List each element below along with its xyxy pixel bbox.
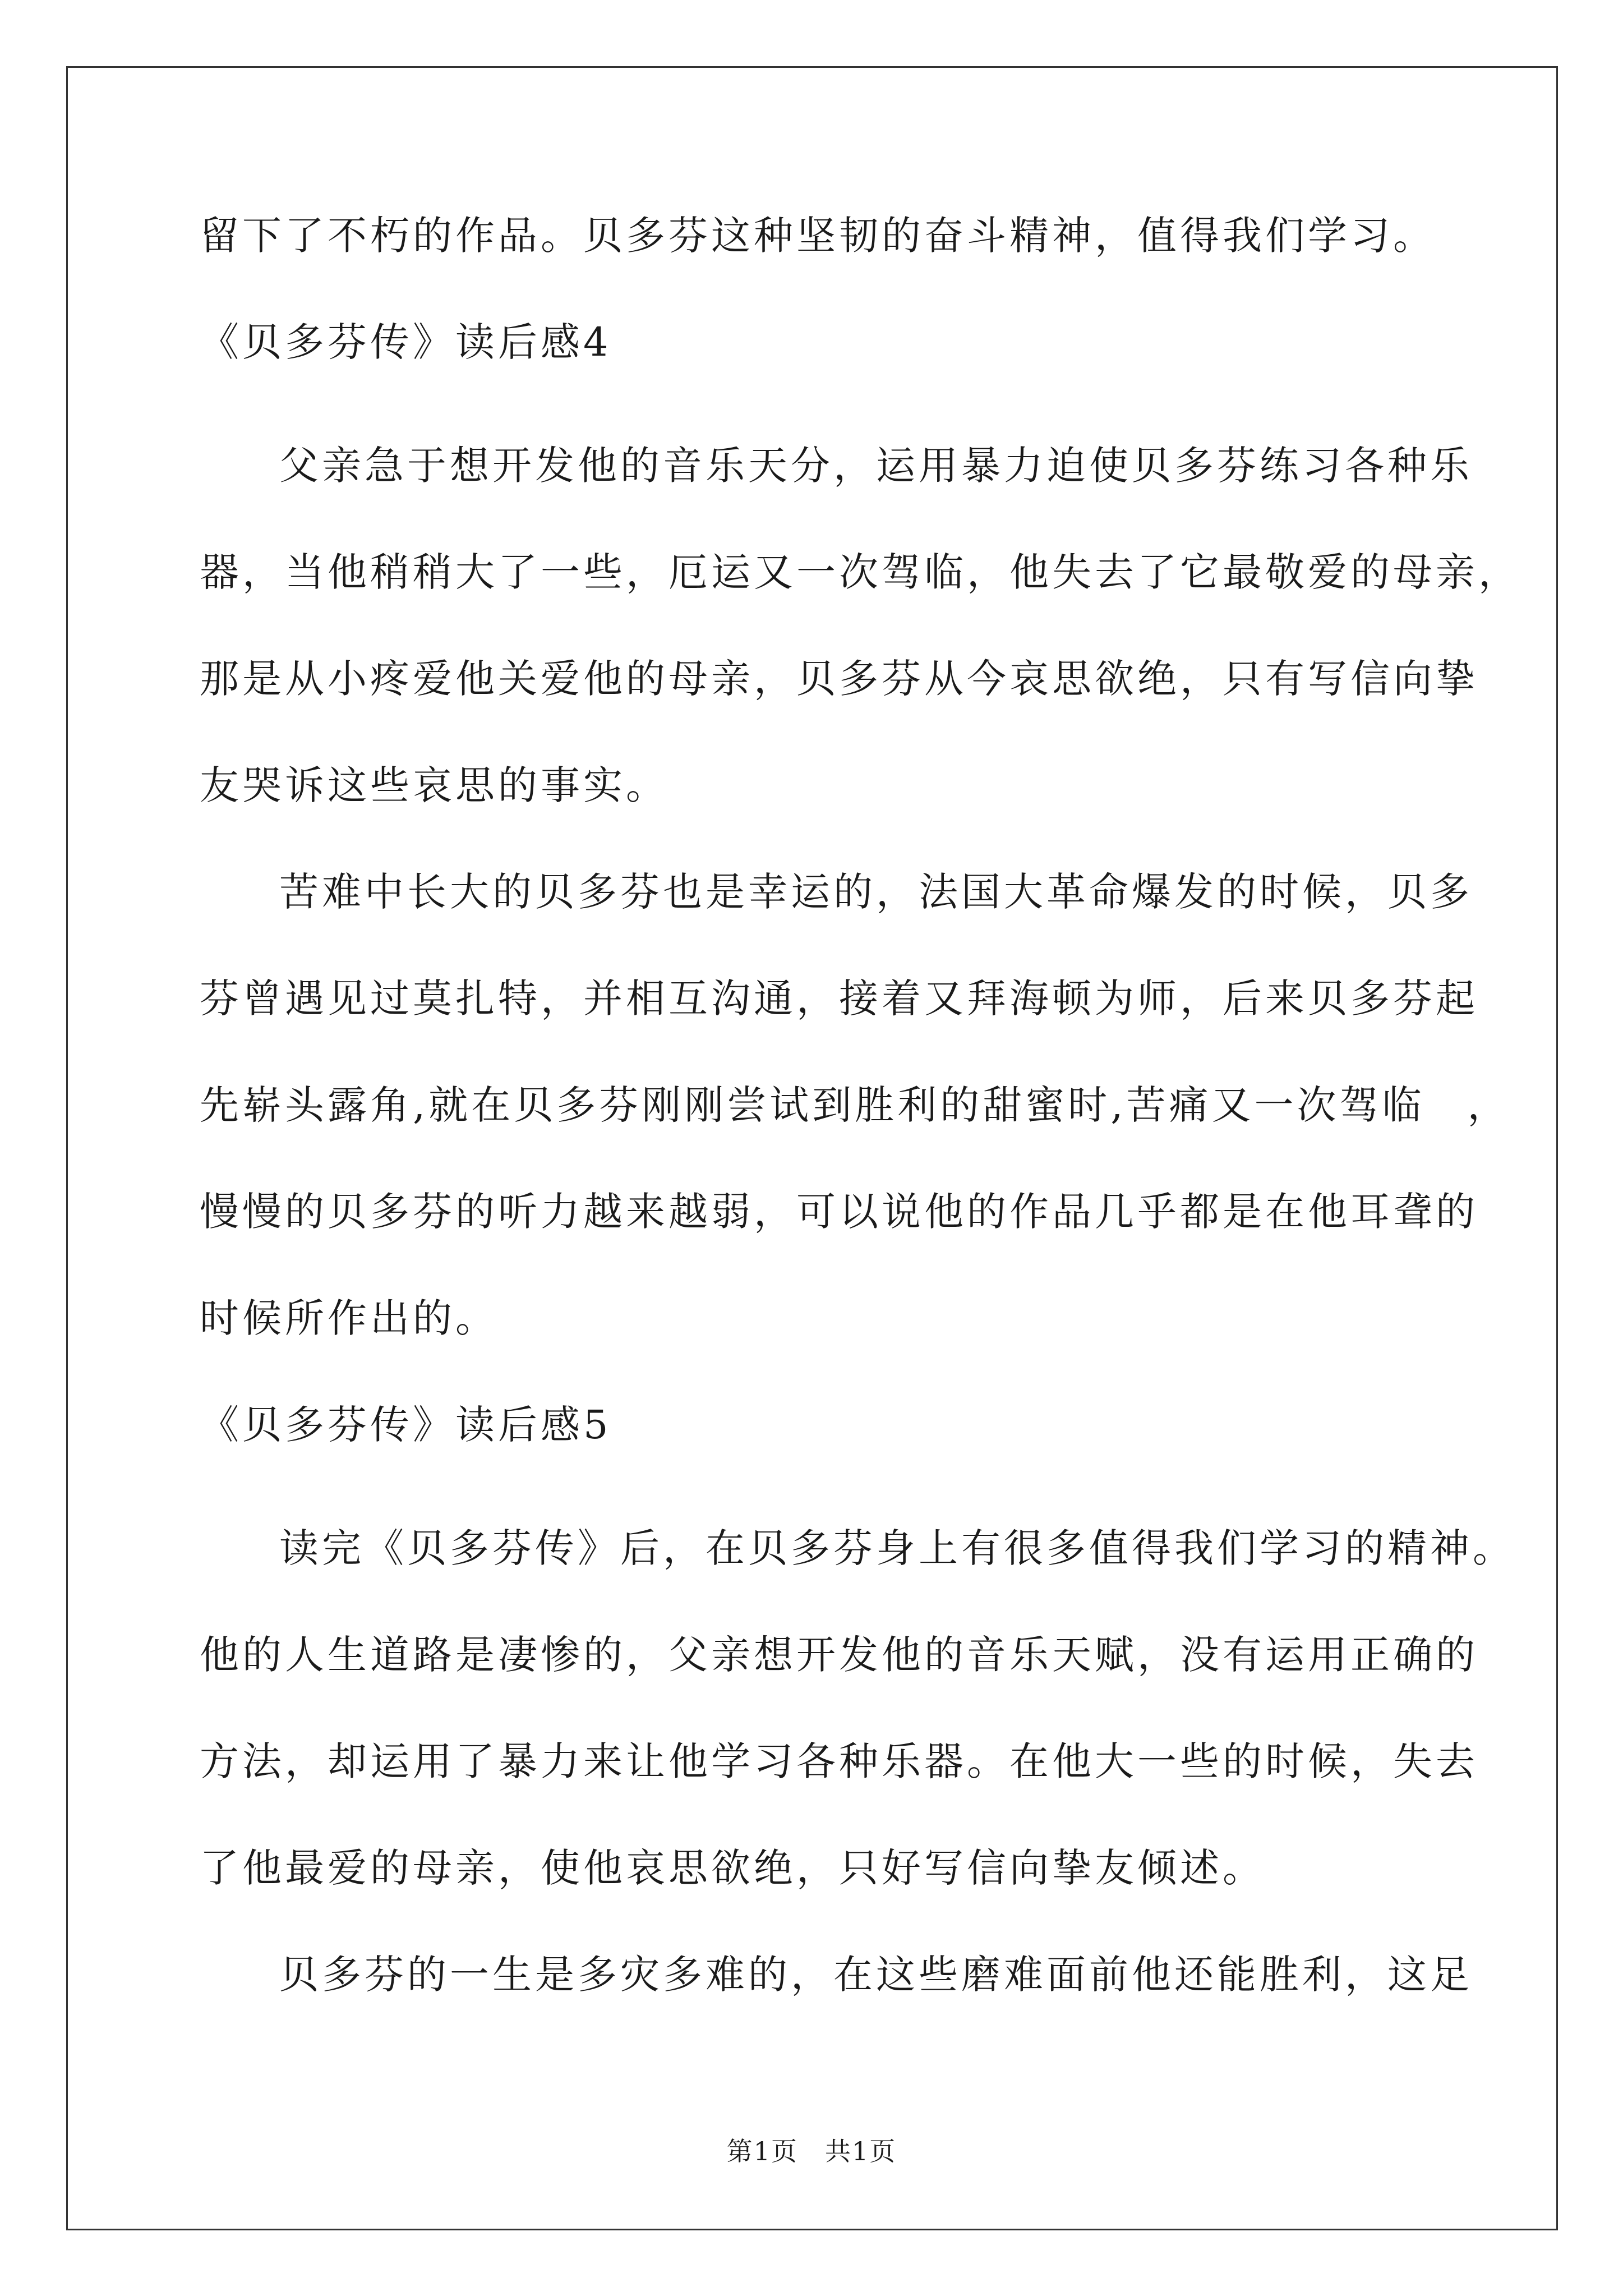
paragraph-line: 他的人生道路是凄惨的，父亲想开发他的音乐天赋，没有运用正确的 [200, 1632, 1478, 1678]
paragraph-line: 先崭头露角,就在贝多芬刚刚尝试到胜利的甜蜜时,苦痛又一次驾临 ， [200, 1082, 1510, 1128]
paragraph-line: 贝多芬的一生是多灾多难的，在这些磨难面前他还能胜利，这足 [279, 1952, 1473, 1998]
paragraph-line: 方法，却运用了暴力来让他学习各种乐器。在他大一些的时候，失去 [200, 1738, 1478, 1784]
section-heading-4: 《贝多芬传》读后感4 [200, 319, 612, 365]
paragraph-line: 那是从小疼爱他关爱他的母亲，贝多芬从今哀思欲绝，只有写信向挚 [200, 656, 1478, 702]
paragraph-line: 友哭诉这些哀思的事实。 [200, 762, 668, 808]
paragraph-line: 慢慢的贝多芬的听力越来越弱，可以说他的作品几乎都是在他耳聋的 [200, 1189, 1478, 1235]
paragraph-line: 器，当他稍稍大了一些，厄运又一次驾临，他失去了它最敬爱的母亲， [200, 549, 1521, 595]
page-total: 共1页 [825, 2136, 897, 2166]
paragraph-line: 父亲急于想开发他的音乐天分，运用暴力迫使贝多芬练习各种乐 [279, 443, 1473, 489]
paragraph-line: 时候所作出的。 [200, 1295, 498, 1341]
paragraph-line: 苦难中长大的贝多芬也是幸运的，法国大革命爆发的时候，贝多 [279, 869, 1473, 915]
section-heading-5: 《贝多芬传》读后感5 [200, 1402, 612, 1448]
page-footer [0, 2134, 1623, 2168]
paragraph-line: 留下了不朽的作品。贝多芬这种坚韧的奋斗精神，值得我们学习。 [200, 213, 1436, 259]
paragraph-line: 了他最爱的母亲，使他哀思欲绝，只好写信向挚友倾述。 [200, 1845, 1265, 1891]
paragraph-line: 芬曾遇见过莫扎特，并相互沟通，接着又拜海顿为师，后来贝多芬起 [200, 976, 1478, 1022]
page-border [66, 66, 1558, 2230]
paragraph-line: 读完《贝多芬传》后，在贝多芬身上有很多值得我们学习的精神。 [279, 1525, 1515, 1571]
page-number: 第1页 [726, 2136, 798, 2166]
